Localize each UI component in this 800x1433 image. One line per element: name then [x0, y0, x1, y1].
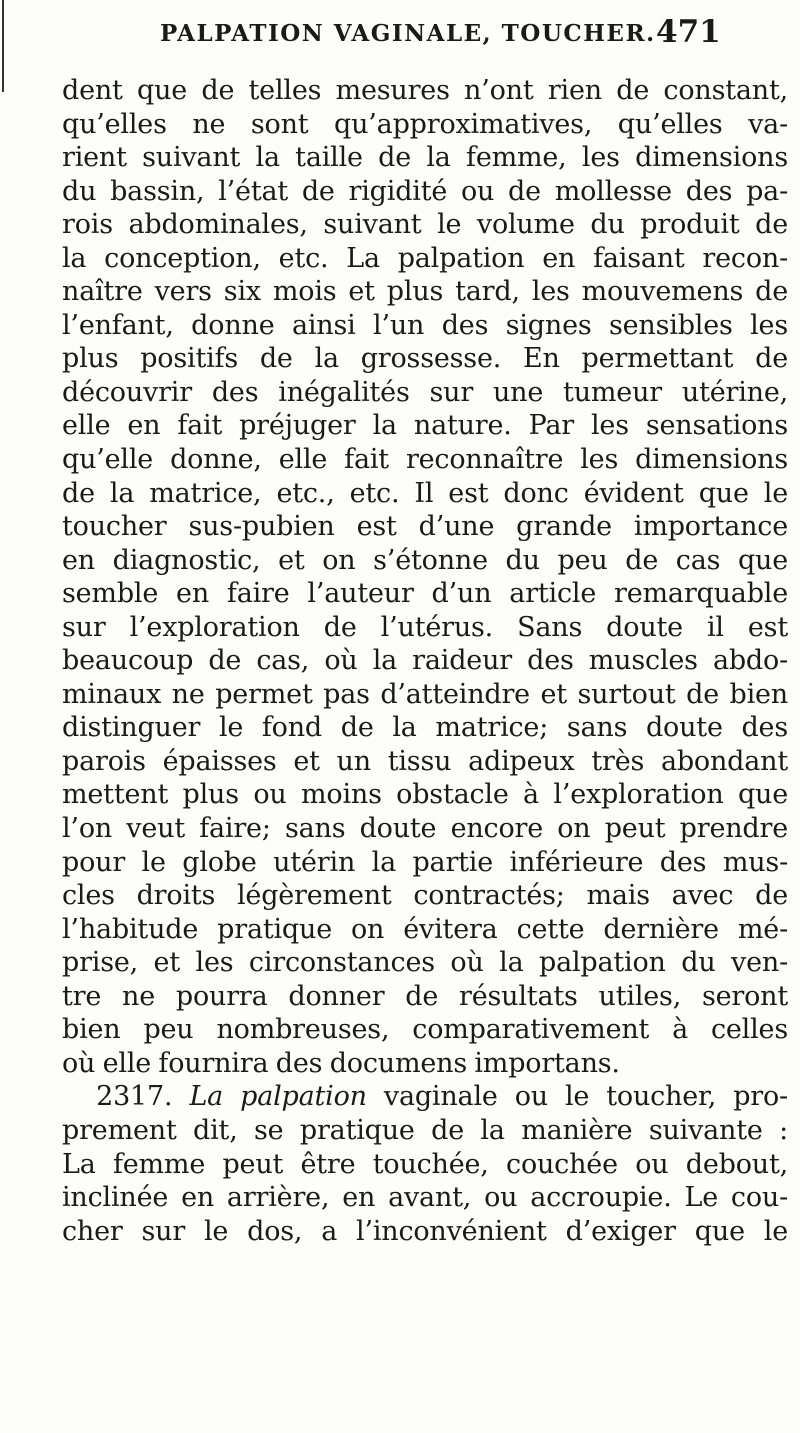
text-line: dent que de telles mesures n’ont rien de constant, [62, 75, 788, 106]
running-title: PALPATION VAGINALE, TOUCHER. [160, 20, 656, 47]
text-line: semble en faire l’auteur d’un article remarquable [62, 578, 788, 610]
text-line: en diagnostic, et on s’étonne du peu de cas que [62, 544, 788, 576]
text-line: prise, et les circonstances où la palpation du ven- [62, 947, 788, 979]
section-number: 2317. [96, 1081, 173, 1113]
text-line: naître vers six mois et plus tard, les mouvemens de [62, 276, 788, 308]
text-line: bien peu nombreuses, comparativement à celles [62, 1014, 788, 1046]
text-line: inclinée en arrière, en avant, ou accroupie. Le cou- [62, 1182, 788, 1214]
text-line: toucher sus-pubien est d’une grande importance [62, 511, 788, 543]
text-line: beaucoup de cas, où la raideur des muscles abdo- [62, 645, 788, 677]
paragraph-last-line: où elle fournira des documens importans. [62, 1047, 620, 1079]
text-line: qu’elles ne sont qu’approximatives, qu’elles va- [62, 108, 788, 140]
text-line: cher sur le dos, a l’inconvénient d’exiger que le [62, 1215, 788, 1247]
text-line: de la matrice, etc., etc. Il est donc évident que le [62, 477, 788, 509]
text-line: distinguer le fond de la matrice; sans doute des [62, 712, 788, 744]
text-line: pour le globe utérin la partie inférieure des mus- [62, 846, 788, 878]
text-line: rient suivant la taille de la femme, les dimensions [62, 142, 788, 174]
section-heading-line [62, 1080, 788, 1114]
text-line: l’on veut faire; sans doute encore on peut prendre [62, 813, 788, 845]
text-line: l’habitude pratique on évitera cette dernière mé- [62, 913, 788, 945]
page-number: 471 [656, 14, 721, 50]
text-line: la conception, etc. La palpation en faisant recon- [62, 242, 788, 274]
text-line: l’enfant, donne ainsi l’un des signes sensibles les [62, 309, 788, 341]
section-first-line-text: vaginale ou le toucher, pro- [383, 1081, 788, 1113]
text-line: prement dit, se pratique de la manière suivante : [62, 1114, 788, 1146]
text-line: elle en fait préjuger la nature. Par les sensations [62, 410, 788, 442]
text-line: découvrir des inégalités sur une tumeur utérine, [62, 376, 788, 408]
section-title: La palpation [189, 1081, 367, 1113]
text-line: cles droits légèrement contractés; mais avec de [62, 880, 788, 912]
text-line: La femme peut être touchée, couchée ou debout, [62, 1148, 788, 1180]
text-line: tre ne pourra donner de résultats utiles, seront [62, 980, 788, 1012]
text-line: mettent plus ou moins obstacle à l’exploration que [62, 779, 788, 811]
text-line: plus positifs de la grossesse. En permettant de [62, 343, 788, 375]
text-line: qu’elle donne, elle fait reconnaître les dimensions [62, 444, 788, 476]
text-line: minaux ne permet pas d’atteindre et surtout de bien [62, 678, 788, 710]
text-line: parois épaisses et un tissu adipeux très abondant [62, 745, 788, 777]
text-line: rois abdominales, suivant le volume du produit de [62, 209, 788, 241]
text-line: du bassin, l’état de rigidité ou de mollesse des pa- [62, 175, 788, 207]
text-line: sur l’exploration de l’utérus. Sans doute il est [62, 611, 788, 643]
page-header [0, 14, 800, 50]
body-text [62, 74, 788, 1248]
